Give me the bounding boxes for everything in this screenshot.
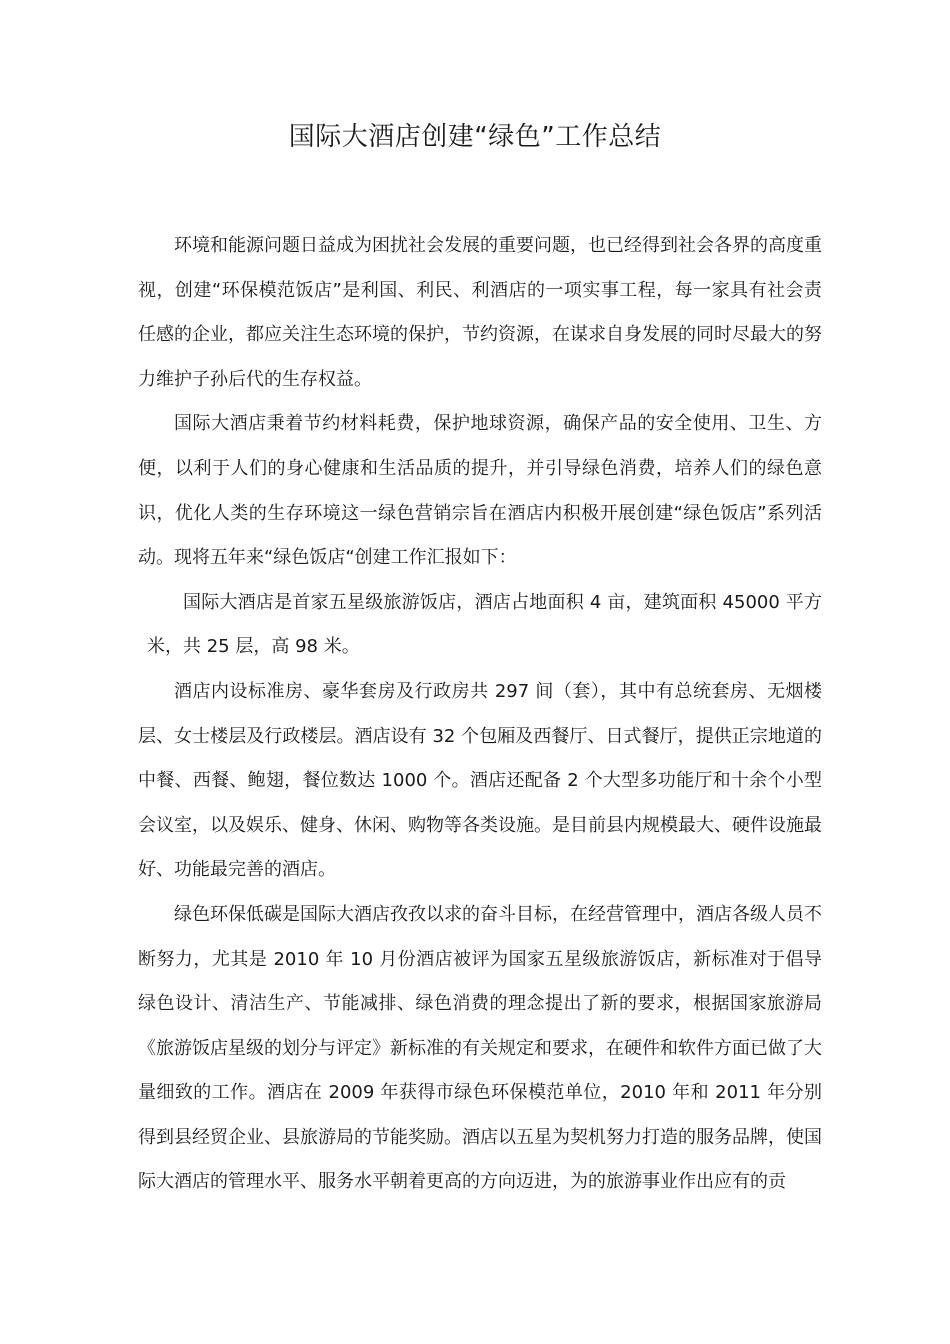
paragraph-facilities: 酒店内设标准房、豪华套房及行政房共 297 间（套），其中有总统套房、无烟楼层、女士楼层及行政楼层。酒店设有 32 个包厢及西餐厅、日式餐厅，提供正宗地道的中餐、西餐、鲍翅，餐位数达 1000 个。酒店还配备 2 个大型多功能厅和十余个小型会议室，以及娱乐、健身、休闲、购物等各类设施。是目前县内规模最大、硬件设施最好、功能最完善的酒店。 (138, 680, 822, 881)
paragraph-mission: 国际大酒店秉着节约材料耗费，保护地球资源，确保产品的安全使用、卫生、方便，以利于人们的身心健康和生活品质的提升，并引导绿色消费，培养人们的绿色意识，优化人类的生存环境这一绿色营销宗旨在酒店内积极开展创建“绿色饭店”系列活动。现将五年来“绿色饭店“创建工作汇报如下： (138, 413, 822, 569)
paragraph-hotel-size: 国际大酒店是首家五星级旅游饭店，酒店占地面积 4 亩，建筑面积 45000 平方米，共 25 层，高 98 米。 (147, 591, 822, 658)
document-title: 国际大酒店创建“绿色”工作总结 (288, 122, 662, 152)
paragraph-green-goals: 绿色环保低碳是国际大酒店孜孜以求的奋斗目标，在经营管理中，酒店各级人员不断努力，尤其是 2010 年 10 月份酒店被评为国家五星级旅游饭店，新标准对于倡导绿色设计、清洁生产、节能减排、绿色消费的理念提出了新的要求，根据国家旅游局《旅游饭店星级的划分与评定》新标准的有关规定和要求，在硬件和软件方面已做了大量细致的工作。酒店在 2009 年获得市绿色环保模范单位，2010 年和 2011 年分别得到县经贸企业、县旅游局的节能奖励。酒店以五星为契机努力打造的服务品牌，使国际大酒店的管理水平、服务水平朝着更高的方向迈进，为的旅游事业作出应有的贡 (138, 903, 822, 1193)
paragraph-intro: 环境和能源问题日益成为困扰社会发展的重要问题，也已经得到社会各界的高度重视，创建“环保模范饭店”是利国、利民、利酒店的一项实事工程，每一家具有社会责任感的企业，都应关注生态环境的保护，节约资源，在谋求自身发展的同时尽最大的努力维护子孙后代的生存权益。 (138, 235, 822, 390)
document-body (138, 224, 822, 1205)
